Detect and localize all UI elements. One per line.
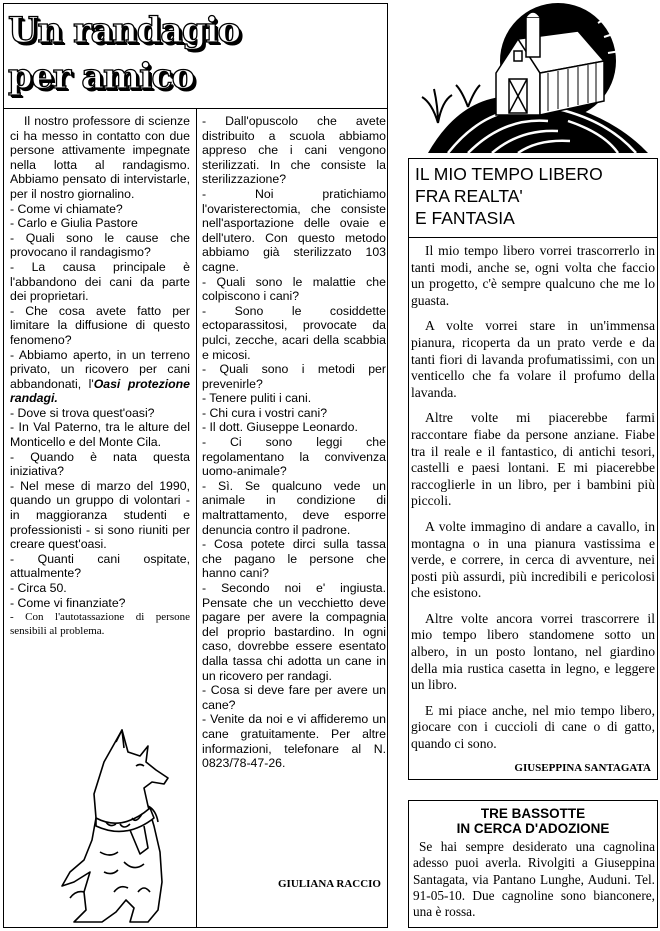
interview-paragraph: - Sì. Se qualcuno vede un animale in condizione di maltrattamento, deve esporre denuncia contro il padrone. <box>202 478 386 537</box>
interview-paragraph <box>10 420 190 449</box>
title-divider <box>409 237 657 238</box>
interview-paragraph <box>10 114 190 202</box>
notice-title-line-2: IN CERCA D'ADOZIONE <box>456 821 610 836</box>
paragraph-text: - Quando è nata questa iniziativa? <box>10 449 190 479</box>
paragraph-text: - La causa principale è l'abbandono dei cani da parte dei proprietari. <box>10 259 190 304</box>
interview-paragraph: - Dall'opuscolo che avete distribuito a scuola abbiamo appreso che i cani vengono sterilizzati. In che consiste la sterilizzazione? <box>202 114 386 187</box>
paragraph-text: - Quali sono le cause che provocano il randagismo? <box>10 230 190 260</box>
interview-paragraph: - Cosa potete dirci sulla tassa che pagano le persone che hanno cani? <box>202 537 386 581</box>
paragraph-text: - Come vi chiamate? <box>10 201 123 216</box>
interview-paragraph: - Ci sono leggi che regolamentano la convivenza uomo-animale? <box>202 435 386 479</box>
paragraph-text: - Con l'autotassazione di persone sensibili al problema. <box>10 611 190 638</box>
interview-paragraph: - Il dott. Giuseppe Leonardo. <box>202 420 358 435</box>
paragraph-text: - Quanti cani ospitate, attualmente? <box>10 551 190 581</box>
column-divider <box>196 108 197 927</box>
notice-text: Se hai sempre desiderato una cagnolina adesso puoi averla. Rivolgiti a Giuseppina Santagata, via Pantano Lunghe, Auduni. Tel. 91-05-10. Due cagnoline sono bianconere, una è rossa. <box>413 839 655 920</box>
interview-paragraph: - Chi cura i vostri cani? <box>202 405 328 420</box>
howling-wolf-illustration-icon <box>44 722 194 927</box>
barn-illustration-icon <box>408 3 658 153</box>
interview-paragraph: - Noi pratichiamo l'ovaristerectomia, che consiste nell'asportazione delle ovaie e dell'utero. Con questo metodo abbiamo già sterilizzato 103 cagne. <box>202 186 386 274</box>
article-byline: GIULIANA RACCIO <box>278 878 381 890</box>
title-line-1: IL MIO TEMPO LIBERO <box>415 164 603 184</box>
interview-paragraph <box>10 610 190 638</box>
interview-paragraph: - Tenere puliti i cani. <box>202 391 312 406</box>
article-paragraph: A volte immagino di andare a cavallo, in montagna o in una pianura vastissima e verde, e correre, in cerca di avventure, nei posti più assurdi, più incredibili e pericolosi che esistono. <box>411 518 655 601</box>
paragraph-text: - Circa 50. <box>10 581 67 595</box>
interview-paragraph <box>10 479 190 552</box>
notice-title <box>409 806 657 836</box>
adoption-notice <box>408 800 658 928</box>
paragraph-text: - Abbiamo aperto, in un terreno privato, un ricovero per cani abbandonati, l' <box>10 347 190 391</box>
interview-paragraph: - Cosa si deve fare per avere un cane? <box>202 683 386 712</box>
article-paragraph: E mi piace anche, nel mio tempo libero, giocare con i cuccioli di cane o di gatto, quando ci sono. <box>411 702 655 752</box>
interview-paragraph <box>10 260 190 304</box>
interview-paragraph <box>10 231 190 260</box>
interview-paragraph <box>10 450 190 479</box>
interview-paragraph <box>10 406 190 421</box>
interview-paragraph: - Secondo noi e' ingiusta. Pensate che un vecchietto deve pagare per avere la compagnia del proprio bastardino. In ogni caso, dovrebbe essere esentato dalla tassa chi adotta un cane in un ricovero per randagi. <box>202 581 386 683</box>
notice-title-line-1: TRE BASSOTTE <box>480 806 586 821</box>
article-title <box>415 163 603 229</box>
paragraph-text: Il nostro professore di scienze ci ha messo in contatto con due persone attivamente impegnate nella lotta al randagismo. Abbiamo pensato di intervistarle, per il nostro giornalino. <box>10 114 190 201</box>
paragraph-text: - Che cosa avete fatto per limitare la diffusione di questo fenomeno? <box>10 303 190 347</box>
interview-paragraph <box>10 581 190 596</box>
interview-paragraph: - Venite da noi e vi affideremo un cane gratuitamente. Per altre informazioni, telefonare al N. 0823/78-47-26. <box>202 712 386 771</box>
interview-paragraph: - Sono le cosiddette ectoparassitosi, provocate da pulci, zecche, acari della scabbia e micosi. <box>202 303 386 362</box>
interview-paragraph <box>10 216 190 231</box>
article-body <box>411 243 655 762</box>
article-un-randagio <box>3 3 388 928</box>
interview-paragraph <box>10 552 190 581</box>
paragraph-text: - Nel mese di marzo del 1990, quando un gruppo di volontari - in maggioranza studenti e professionisti - si sono riuniti per creare quest'oasi. <box>10 478 190 552</box>
oasis-name: Oasi protezione randagi. <box>10 376 190 406</box>
interview-paragraph <box>10 202 190 217</box>
paragraph-text: - Dove si trova quest'oasi? <box>10 405 155 420</box>
title-line-3: E FANTASIA <box>415 208 515 228</box>
headline-line-1: Un randagio <box>8 10 240 51</box>
paragraph-text: - Carlo e Giulia Pastore <box>10 216 138 231</box>
interview-paragraph <box>10 348 190 406</box>
article-headline <box>8 8 240 100</box>
interview-paragraph <box>10 304 190 348</box>
article-column-2 <box>202 114 386 771</box>
title-line-2: FRA REALTA' <box>415 186 523 206</box>
paragraph-text: - Come vi finanziate? <box>10 595 126 610</box>
interview-paragraph <box>10 596 190 611</box>
article-tempo-libero <box>408 158 658 780</box>
article-column-1 <box>10 114 190 638</box>
article-paragraph: Il mio tempo libero vorrei trascorrerlo in tanti modi, anche se, ogni volta che faccio un progetto, c'è sempre qualcuno che me lo guasta. <box>411 243 655 308</box>
headline-line-2: per amico <box>8 56 195 97</box>
article-paragraph: Altre volte ancora vorrei trascorrere il mio tempo libero standomene sotto un albero, in un posto lontano, nel giardino della mia rustica casetta in legno, e leggere un libro. <box>411 610 655 693</box>
article-paragraph: A volte vorrei stare in un'immensa pianura, ricoperta da un prato verde e da tanti fiori di lavanda profumatissimi, con un venticello che fa volare il profumo della lavanda. <box>411 318 655 400</box>
paragraph-text: - In Val Paterno, tra le alture del Monticello e del Monte Cila. <box>10 420 190 450</box>
article-byline: GIUSEPPINA SANTAGATA <box>514 762 651 774</box>
article-paragraph: Altre volte mi piacerebbe farmi raccontare fiabe da persone anziane. Fiabe tra il reale e il fantastico, di antichi tesori, castelli e paesi lontani. E mi piacerebbe raccoglierle in un libro, per i bambini più piccoli. <box>411 410 655 509</box>
interview-paragraph: - Quali sono le malattie che colpiscono i cani? <box>202 274 386 304</box>
interview-paragraph: - Quali sono i metodi per prevenirle? <box>202 362 386 391</box>
